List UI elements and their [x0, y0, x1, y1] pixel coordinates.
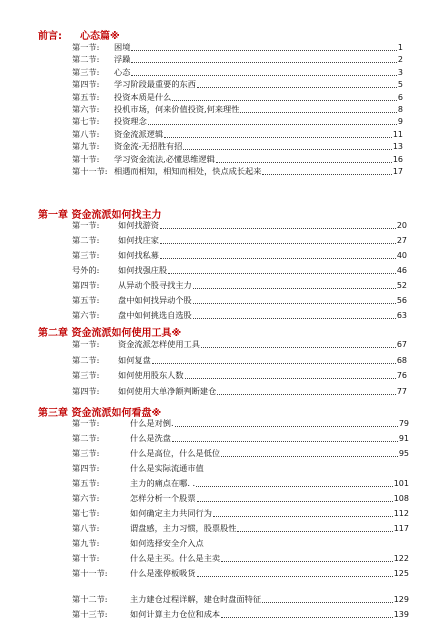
toc-entry-title: 如何选择安全介入点: [130, 538, 204, 548]
toc-entry-page: 52: [396, 281, 407, 290]
toc-entry-label: 第九节:: [72, 538, 100, 548]
toc-entry[interactable]: [72, 265, 407, 276]
dot-leader: [172, 100, 397, 101]
chapter-heading: 第一章 资金流派如何找主力: [38, 210, 162, 221]
toc-entry-label: 第六节:: [72, 493, 100, 503]
toc-entry-label: 第四节:: [72, 385, 100, 396]
dot-leader: [160, 243, 396, 244]
dot-leader: [193, 303, 396, 304]
toc-entry-title: 心态: [114, 66, 131, 77]
toc-entry-page: 91: [398, 434, 409, 443]
chapter-heading: 第二章 资金流派如何使用工具※: [38, 328, 182, 339]
toc-entry-title: 如何使用大单净额判断建仓: [118, 385, 217, 396]
toc-entry-page: 68: [396, 355, 407, 365]
dot-leader: [221, 561, 393, 562]
toc-entry[interactable]: [72, 418, 409, 429]
toc-entry-label: 第二节:: [72, 433, 100, 443]
toc-entry-page: 112: [393, 509, 409, 518]
dot-leader: [172, 441, 398, 442]
toc-entry-title: 谓盘感，主力习惯，股票股性: [130, 523, 237, 533]
toc-entry-title: 学习阶段最重要的东西: [114, 79, 196, 90]
toc-entry-label: 第十一节:: [72, 568, 108, 578]
dot-leader: [262, 174, 391, 175]
toc-entry-page: 6: [397, 92, 403, 102]
toc-entry-title: 资金流派怎样使用工具: [118, 339, 200, 349]
toc-entry[interactable]: [72, 104, 403, 115]
dot-leader: [193, 318, 396, 319]
toc-entry-page: 40: [396, 251, 407, 260]
toc-entry[interactable]: [72, 355, 407, 366]
toc-entry-page: 8: [397, 105, 403, 114]
toc-entry[interactable]: [72, 523, 409, 534]
toc-entry-title: 什么是洗盘: [130, 433, 171, 443]
toc-entry-title: 什么是对倒.: [130, 418, 174, 428]
toc-entry-label: 第一节:: [72, 418, 100, 428]
toc-entry-label: 第七节:: [72, 116, 100, 127]
toc-entry-page: 46: [396, 266, 407, 275]
toc-entry-page: 16: [392, 154, 403, 164]
toc-entry[interactable]: [72, 508, 409, 519]
toc-entry[interactable]: [72, 116, 403, 127]
toc-entry-title: 投机市场，何来价值投资,何来理性: [114, 104, 240, 114]
toc-entry[interactable]: [72, 433, 409, 444]
toc-entry-label: 第一节:: [72, 42, 100, 52]
toc-entry-title: 投资本质是什么: [114, 91, 172, 102]
toc-entry-page: 11: [392, 129, 403, 139]
toc-entry[interactable]: [72, 129, 403, 140]
preface-prefix: 前言:: [38, 31, 62, 42]
toc-entry-page: 76: [396, 371, 407, 380]
dot-leader: [131, 50, 397, 51]
toc-entry-title: 什么是实际流通市值: [130, 463, 204, 473]
toc-entry-title: 什么是主买。什么是主卖: [130, 553, 221, 563]
dot-leader: [197, 87, 397, 88]
toc-entry[interactable]: [72, 609, 409, 620]
toc-entry-page: 101: [393, 479, 409, 488]
toc-entry-page: 77: [396, 386, 407, 396]
dot-leader: [193, 288, 396, 289]
toc-entry-label: 第五节:: [72, 478, 100, 488]
toc-entry-label: 第三节:: [72, 448, 100, 458]
toc-entry-label: 第四节:: [72, 280, 100, 290]
dot-leader: [197, 501, 393, 502]
toc-entry-page: 1: [397, 43, 403, 52]
dot-leader: [196, 486, 393, 487]
toc-entry-page: 139: [393, 610, 409, 619]
preface-heading: [38, 27, 120, 42]
dot-leader: [262, 602, 393, 603]
toc-entry[interactable]: [72, 166, 403, 177]
toc-entry-title: 资金流派逻辑: [114, 128, 164, 139]
toc-entry-label: 第十三节:: [72, 609, 108, 619]
toc-entry-label: 第三节:: [72, 370, 100, 380]
toc-entry[interactable]: [72, 568, 409, 579]
toc-entry-page: 17: [392, 167, 403, 176]
dot-leader: [221, 617, 393, 618]
toc-entry-page: 56: [396, 296, 407, 305]
toc-entry-label: 第三节:: [72, 66, 100, 77]
toc-entry-title: 主力的痛点在哪. .: [130, 478, 196, 488]
toc-entry-label: 第三节:: [72, 250, 100, 260]
dot-leader: [152, 363, 396, 364]
toc-entry-title: 如何确定主力共同行为: [130, 508, 212, 518]
dot-leader: [175, 426, 398, 427]
toc-entry[interactable]: [72, 538, 409, 549]
dot-leader: [160, 258, 396, 259]
toc-entry-page: 20: [396, 221, 407, 230]
toc-entry-page: 79: [398, 419, 409, 428]
preface-title: 心态篇※: [80, 31, 120, 42]
dot-leader: [164, 137, 392, 138]
toc-entry[interactable]: [72, 339, 407, 350]
toc-entry-page: 67: [396, 340, 407, 349]
toc-entry-label: 第八节:: [72, 523, 100, 533]
dot-leader: [221, 456, 398, 457]
toc-entry-page: 63: [396, 311, 407, 320]
dot-leader: [213, 516, 393, 517]
toc-entry[interactable]: [72, 54, 403, 65]
toc-entry-label: 第二节:: [72, 54, 100, 65]
toc-entry[interactable]: [72, 154, 403, 165]
toc-entry-label: 第四节:: [72, 463, 100, 473]
dot-leader: [197, 576, 393, 577]
dot-leader: [216, 162, 392, 163]
dot-leader: [185, 378, 396, 379]
toc-entry[interactable]: [72, 478, 409, 489]
toc-entry-label: 第六节:: [72, 104, 100, 114]
toc-entry-title: 如何找庄家: [118, 235, 159, 245]
toc-entry[interactable]: [72, 594, 409, 605]
toc-entry[interactable]: [72, 42, 403, 53]
toc-entry-label: 第七节:: [72, 508, 100, 518]
toc-entry-label: 第六节:: [72, 310, 100, 320]
toc-entry[interactable]: [72, 448, 409, 459]
toc-entry-title: 从异动个股寻找主力: [118, 280, 192, 290]
dot-leader: [160, 228, 396, 229]
toc-entry-page: 125: [393, 569, 409, 578]
toc-entry-label: 第十节:: [72, 153, 100, 164]
toc-entry-title: 主力建仓过程详解，建仓时盘面特征: [130, 594, 262, 604]
toc-entry-label: 第五节:: [72, 295, 100, 305]
toc-entry[interactable]: [72, 92, 403, 103]
toc-entry-label: 第二节:: [72, 354, 100, 365]
toc-entry-label: 第二节:: [72, 235, 100, 245]
toc-entry-label: 号外的:: [72, 265, 100, 275]
toc-entry-label: 第八节:: [72, 128, 100, 139]
dot-leader: [183, 149, 392, 150]
toc-entry-label: 第一节:: [72, 339, 100, 349]
toc-entry-label: 第九节:: [72, 141, 100, 152]
toc-entry[interactable]: [72, 235, 407, 246]
toc-entry-page: 2: [397, 55, 403, 65]
toc-entry-title: 如何计算主力仓位和成本: [130, 609, 221, 619]
dot-leader: [131, 62, 397, 63]
dot-leader: [168, 273, 396, 274]
toc-entry-label: 第十节:: [72, 553, 100, 563]
toc-entry[interactable]: [72, 295, 407, 306]
dot-leader: [240, 112, 396, 113]
toc-entry-title: 投资理念: [114, 116, 147, 127]
toc-entry-page: 13: [392, 142, 403, 152]
toc-entry-label: 第四节:: [72, 79, 100, 90]
toc-entry[interactable]: [72, 220, 407, 231]
toc-entry-page: 5: [397, 80, 403, 90]
toc-entry-page: 129: [393, 595, 409, 604]
toc-entry[interactable]: [72, 370, 407, 381]
toc-entry-label: 第十一节:: [72, 166, 108, 176]
toc-entry-page: 3: [397, 67, 403, 77]
toc-entry[interactable]: [72, 141, 403, 152]
toc-entry[interactable]: [72, 463, 409, 474]
toc-entry[interactable]: [72, 553, 409, 564]
toc-entry-title: 什么是高位，什么是低位: [130, 448, 221, 458]
toc-entry[interactable]: [72, 386, 407, 397]
toc-entry[interactable]: [72, 250, 407, 261]
toc-entry-label: 第十二节:: [72, 594, 108, 604]
toc-entry-page: 117: [393, 524, 409, 533]
toc-entry-page: 95: [398, 449, 409, 458]
toc-entry-title: 如何找私募: [118, 250, 159, 260]
toc-entry-title: 如何复盘: [118, 354, 151, 365]
dot-leader: [131, 75, 397, 76]
dot-leader: [148, 124, 397, 125]
toc-entry-title: 怎样分析一个股票: [130, 493, 196, 503]
toc-entry-page: 108: [393, 494, 409, 503]
toc-entry[interactable]: [72, 493, 409, 504]
toc-entry-title: 如何找游资: [118, 220, 159, 230]
toc-entry-label: 第五节:: [72, 91, 100, 102]
toc-entry-title: 如何使用股东人数: [118, 370, 184, 380]
toc-entry-title: 资金流-无招胜有招: [114, 141, 183, 152]
dot-leader: [237, 531, 392, 532]
dot-leader: [201, 347, 396, 348]
toc-entry[interactable]: [72, 310, 407, 321]
toc-entry-title: 浮躁: [114, 54, 131, 65]
toc-entry-title: 盘中如何找异动个股: [118, 295, 192, 305]
toc-entry-title: 学习资金流法,必懂思维逻辑: [114, 153, 215, 164]
chapter-heading: 第三章 资金流派如何看盘※: [38, 408, 162, 419]
toc-entry[interactable]: [72, 79, 403, 90]
toc-entry-page: 122: [393, 554, 409, 563]
toc-entry-title: 相遇而相知，相知而相处，快点成长起来: [114, 166, 262, 176]
toc-entry-label: 第一节:: [72, 220, 100, 230]
toc-entry[interactable]: [72, 67, 403, 78]
toc-entry-page: 9: [397, 117, 403, 127]
toc-entry-title: 如何找强庄股: [118, 265, 168, 275]
toc-entry-title: 困境: [114, 42, 131, 52]
toc-entry-title: 盘中如何挑选自选股: [118, 310, 192, 320]
toc-entry[interactable]: [72, 280, 407, 291]
dot-leader: [217, 394, 396, 395]
toc-entry-title: 什么是涨停板吸货: [130, 568, 196, 578]
toc-entry-page: 27: [396, 236, 407, 245]
